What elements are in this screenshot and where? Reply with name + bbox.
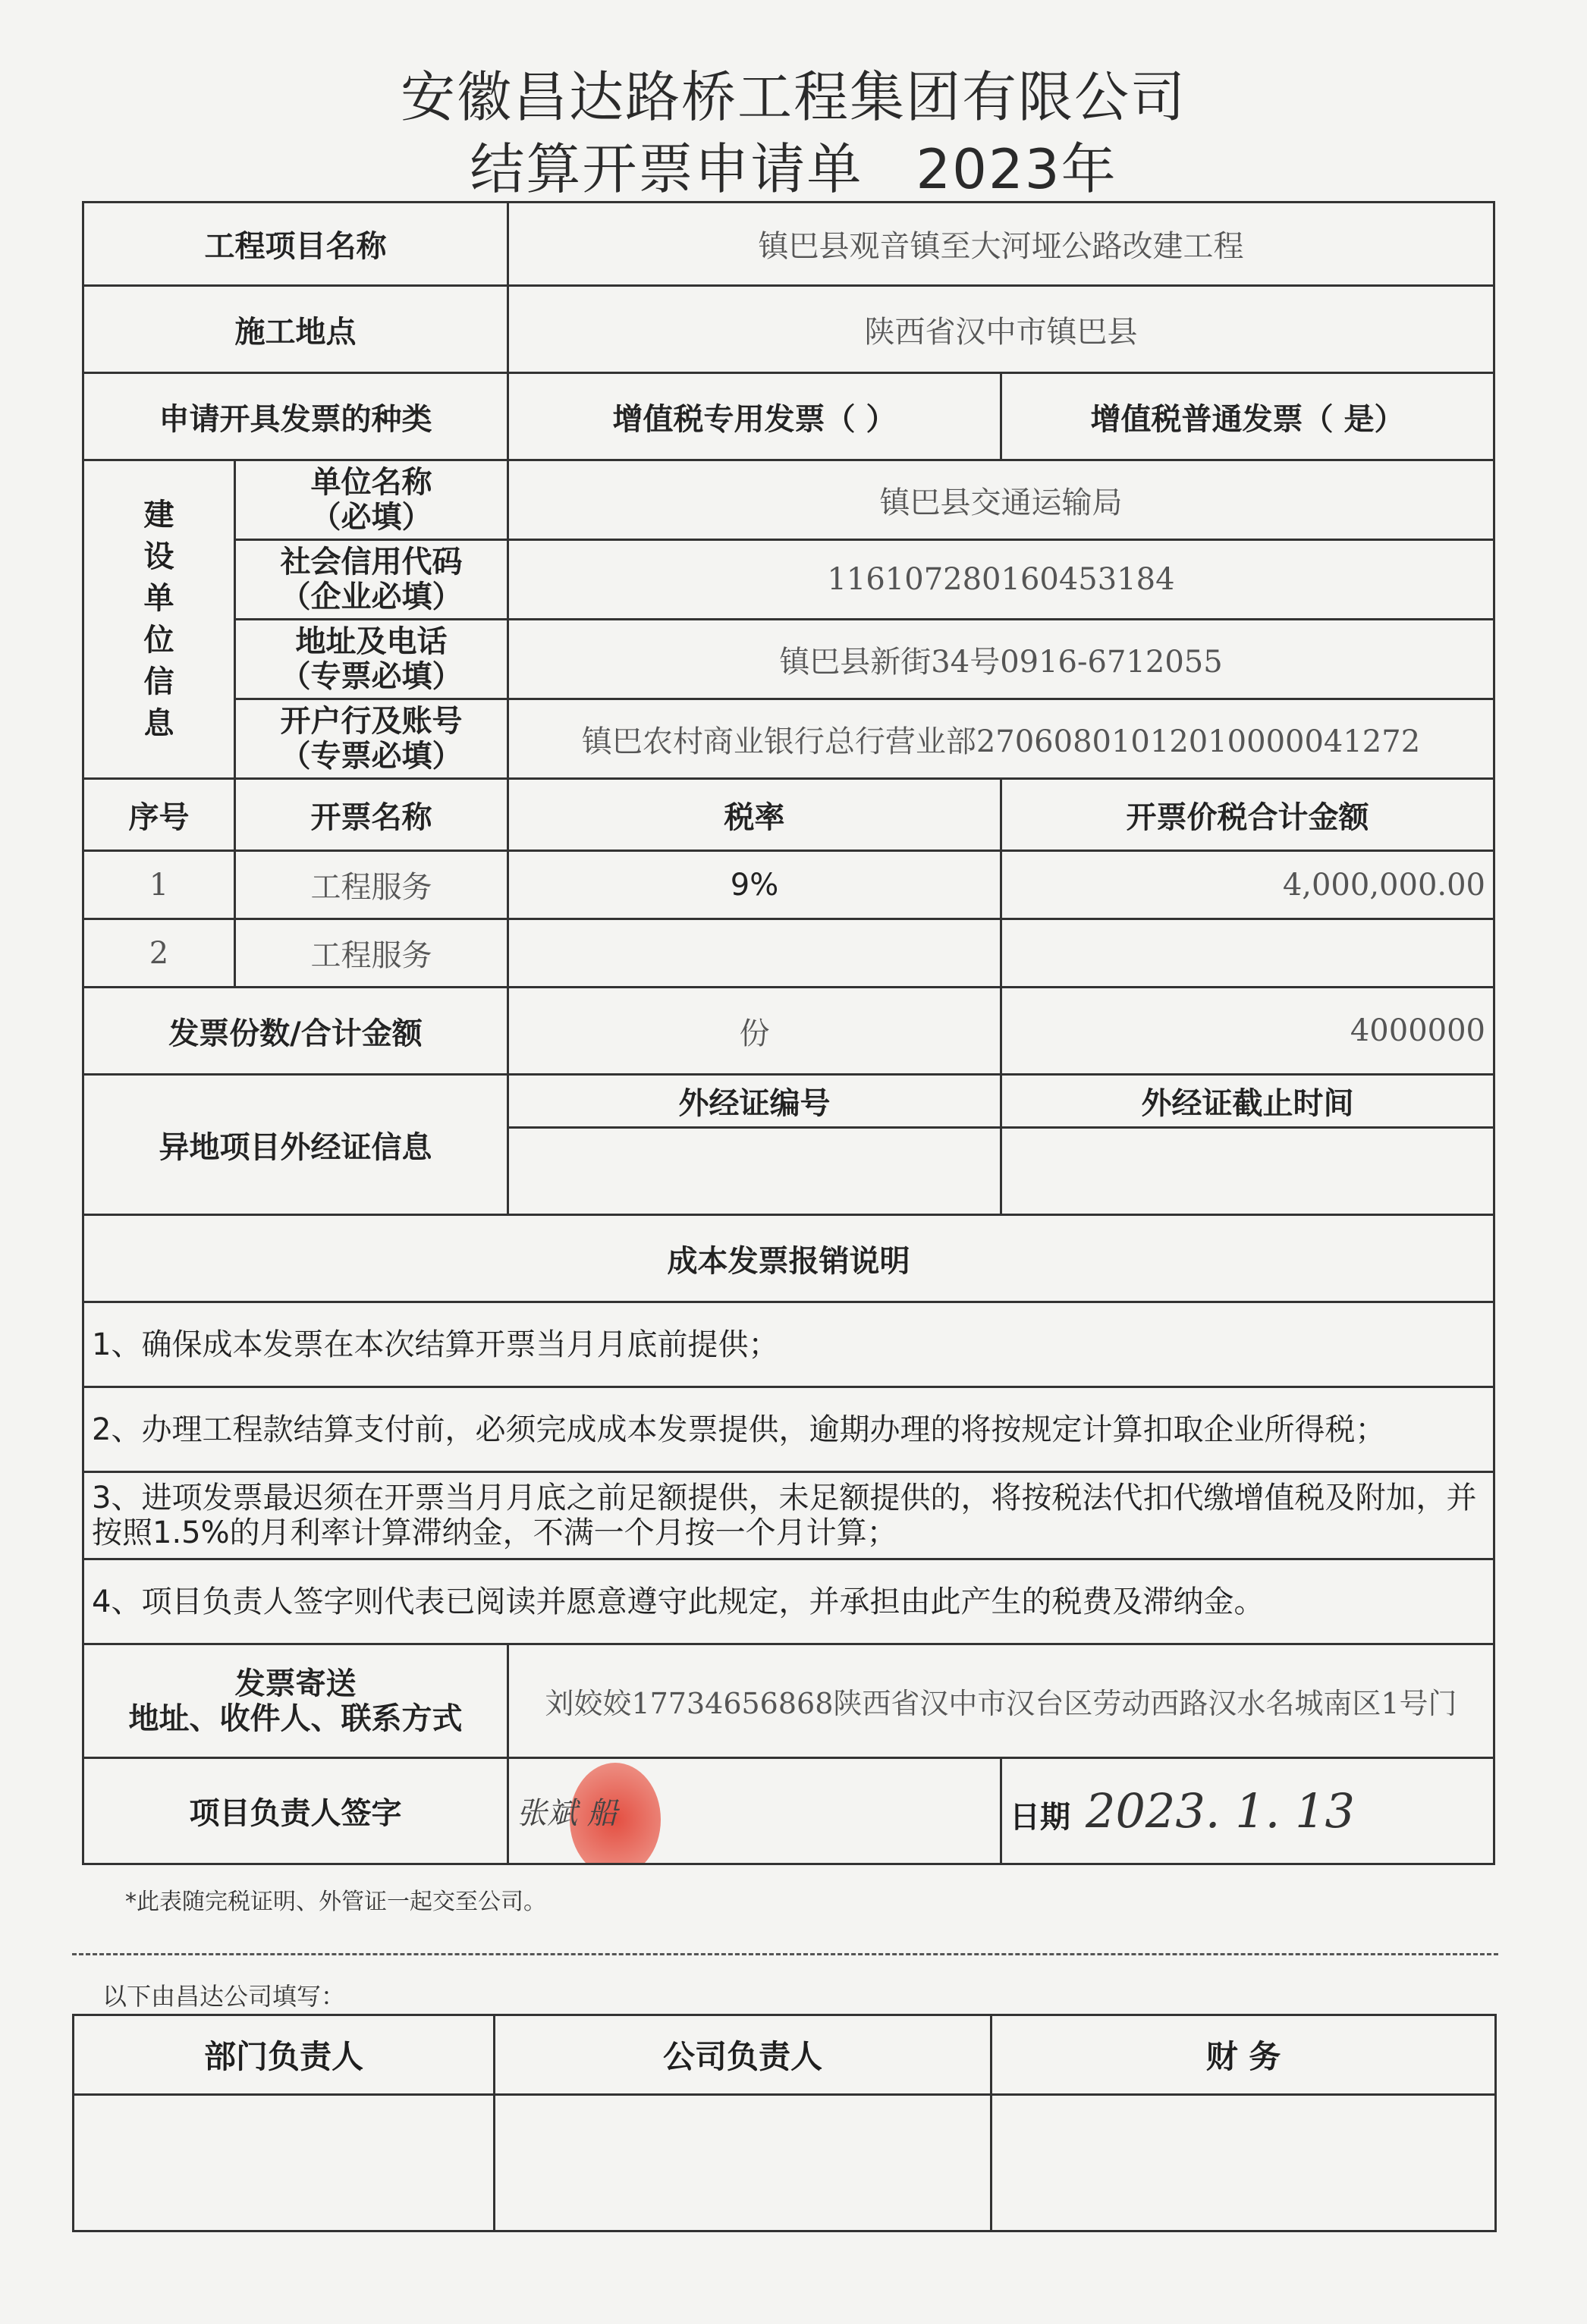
row-rate: 9% [508,851,1001,919]
cost-notes-title: 成本发票报销说明 [83,1215,1494,1302]
signature-label: 项目负责人签字 [83,1758,508,1864]
approval-table [72,2014,1497,2232]
mailing-label [83,1644,508,1758]
form-title [0,125,1587,204]
cost-note-2: 2、办理工程款结算支付前，必须完成成本发票提供，逾期办理的将按规定计算扣取企业所得税； [83,1387,1494,1472]
special-invoice-option: 增值税专用发票（ ） [508,373,1001,460]
unit-name-label [235,460,508,540]
signature-name: 张斌 船 [517,1796,618,1831]
unit-name-value: 镇巴县交通运输局 [508,460,1494,540]
address-phone-label [235,620,508,699]
table-row [83,919,1494,988]
form-title-text: 结算开票申请单 [470,137,863,201]
row-name: 工程服务 [235,851,508,919]
col-header-no: 序号 [83,779,235,851]
cost-note-4: 4、项目负责人签字则代表已阅读并愿意遵守此规定，并承担由此产生的税费及滞纳金。 [83,1559,1494,1644]
date-label: 日期 [1010,1800,1070,1835]
dept-head-label: 部门负责人 [74,2015,495,2095]
cert-no-value [508,1128,1001,1215]
dashed-divider [72,1953,1498,1955]
bank-account-label [235,699,508,779]
totals-label: 发票份数/合计金额 [83,988,508,1075]
credit-code-value: 116107280160453184 [508,540,1494,620]
credit-code-label-2: （企业必填） [280,579,463,614]
mailing-label-1: 发票寄送 [234,1666,357,1701]
cert-no-label: 外经证编号 [508,1075,1001,1128]
bank-account-value: 镇巴农村商业银行总行营业部27060801012010000041272 [508,699,1494,779]
builder-info-text: 建设单位信息 [143,497,174,741]
date-value: 2023. 1. 13 [1086,1783,1355,1839]
totals-amount: 4000000 [1001,988,1494,1075]
project-name-value: 镇巴县观音镇至大河垭公路改建工程 [508,203,1494,286]
company-title: 安徽昌达路桥工程集团有限公司 [400,65,1186,129]
finance-label: 财 务 [991,2015,1496,2095]
table-row [83,851,1494,919]
invoice-type-label: 申请开具发票的种类 [83,373,508,460]
row-no: 1 [83,851,235,919]
dept-head-signature [74,2095,495,2231]
col-header-rate: 税率 [508,779,1001,851]
row-name: 工程服务 [235,919,508,988]
footnote: *此表随完税证明、外管证一起交至公司。 [125,1889,546,1915]
bank-account-label-1: 开户行及账号 [280,704,463,739]
copies-unit: 份 [508,988,1001,1075]
row-no: 2 [83,919,235,988]
address-phone-value: 镇巴县新街34号0916-6712055 [508,620,1494,699]
unit-name-label-2: （必填） [310,500,432,535]
cert-deadline-label: 外经证截止时间 [1001,1075,1494,1128]
mailing-value: 刘姣姣17734656868陕西省汉中市汉台区劳动西路汉水名城南区1号门 [508,1644,1494,1758]
location-value: 陕西省汉中市镇巴县 [508,286,1494,373]
mailing-label-2: 地址、收件人、联系方式 [128,1701,463,1736]
credit-code-label [235,540,508,620]
form-year: 2023年 [916,137,1117,201]
location-label: 施工地点 [83,286,508,373]
row-amount: 4,000,000.00 [1001,851,1494,919]
address-phone-label-2: （专票必填） [280,659,463,694]
application-table [82,201,1495,1865]
date-cell [1001,1758,1494,1864]
address-phone-label-1: 地址及电话 [295,624,448,659]
row-rate [508,919,1001,988]
col-header-name: 开票名称 [235,779,508,851]
company-fill-note: 以下由昌达公司填写： [102,1982,346,2011]
project-name-label: 工程项目名称 [83,203,508,286]
cost-note-1: 1、确保成本发票在本次结算开票当月月底前提供； [83,1302,1494,1387]
signature-cell [508,1758,1001,1864]
col-header-amount: 开票价税合计金额 [1001,779,1494,851]
bank-account-label-2: （专票必填） [280,739,463,774]
company-head-signature [495,2095,991,2231]
row-amount [1001,919,1494,988]
unit-name-label-1: 单位名称 [310,465,432,500]
cost-note-3: 3、进项发票最迟须在开票当月月底之前足额提供，未足额提供的，将按税法代扣代缴增值税及附加，并按照1.5%的月利率计算滞纳金，不满一个月按一个月计算； [83,1472,1494,1559]
builder-info-label [83,460,235,779]
out-of-town-label: 异地项目外经证信息 [83,1075,508,1215]
ordinary-invoice-option: 增值税普通发票（ 是） [1001,373,1494,460]
credit-code-label-1: 社会信用代码 [280,545,463,579]
finance-signature [991,2095,1496,2231]
cert-deadline-value [1001,1128,1494,1215]
company-head-label: 公司负责人 [495,2015,991,2095]
